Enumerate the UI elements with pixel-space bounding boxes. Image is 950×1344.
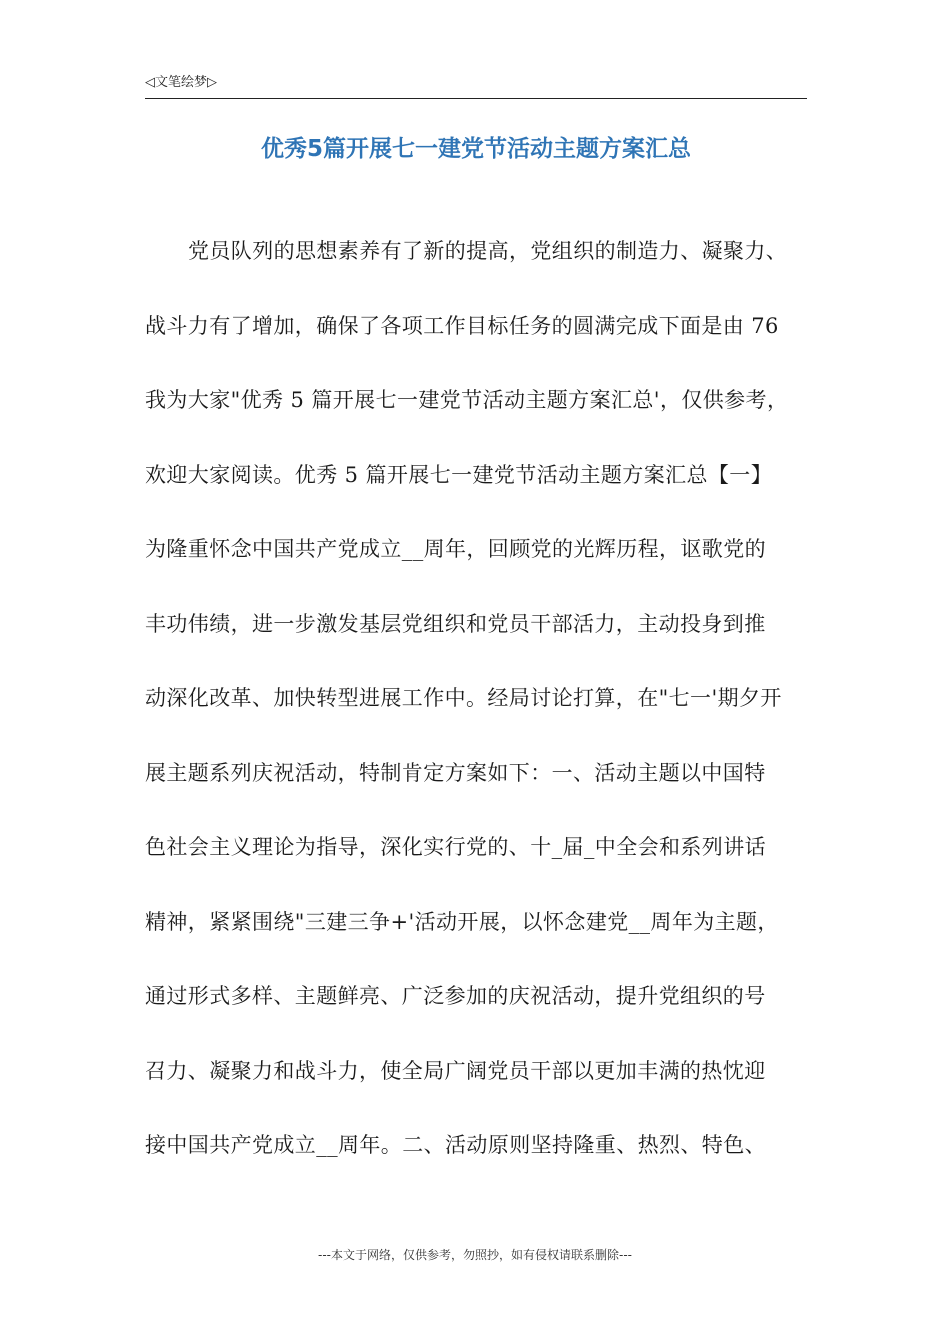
body-line: 战斗力有了增加，确保了各项工作目标任务的圆满完成下面是由 76 xyxy=(145,313,779,338)
document-body xyxy=(145,233,807,1202)
body-line: 欢迎大家阅读。优秀 5 篇开展七一建党节活动主题方案汇总【一】 xyxy=(145,462,773,487)
body-line: 我为大家"优秀 5 篇开展七一建党节活动主题方案汇总'，仅供参考， xyxy=(145,388,789,412)
page-footer: ---本文于网络，仅供参考，勿照抄，如有侵权请联系删除--- xyxy=(318,1248,632,1262)
page-header xyxy=(145,74,807,99)
body-line: 色社会主义理论为指导，深化实行党的、十_届_中全会和系列讲话 xyxy=(145,835,766,859)
body-line: 精神，紧紧围绕"三建三争+'活动开展，以怀念建党__周年为主题， xyxy=(145,909,779,934)
body-line: 通过形式多样、主题鲜亮、广泛参加的庆祝活动，提升党组织的号 xyxy=(145,984,766,1008)
body-line: 展主题系列庆祝活动，特制肯定方案如下：一、活动主题以中国特 xyxy=(145,760,766,785)
body-line: 召力、凝聚力和战斗力，使全局广阔党员干部以更加丰满的热忱迎 xyxy=(145,1058,766,1083)
body-line: 丰功伟绩，进一步激发基层党组织和党员干部活力，主动投身到推 xyxy=(145,611,766,636)
document-title: 优秀5篇开展七一建党节活动主题方案汇总 xyxy=(260,136,691,162)
body-line: 动深化改革、加快转型进展工作中。经局讨论打算，在"七一'期夕开 xyxy=(145,686,782,710)
body-line: 党员队列的思想素养有了新的提高，党组织的制造力、凝聚力、 xyxy=(188,239,788,263)
body-line: 接中国共产党成立__周年。二、活动原则坚持隆重、热烈、特色、 xyxy=(145,1133,766,1157)
header-label: ◁文笔绘梦▷ xyxy=(145,75,217,90)
body-line: 为隆重怀念中国共产党成立__周年，回顾党的光辉历程，讴歌党的 xyxy=(145,537,766,561)
